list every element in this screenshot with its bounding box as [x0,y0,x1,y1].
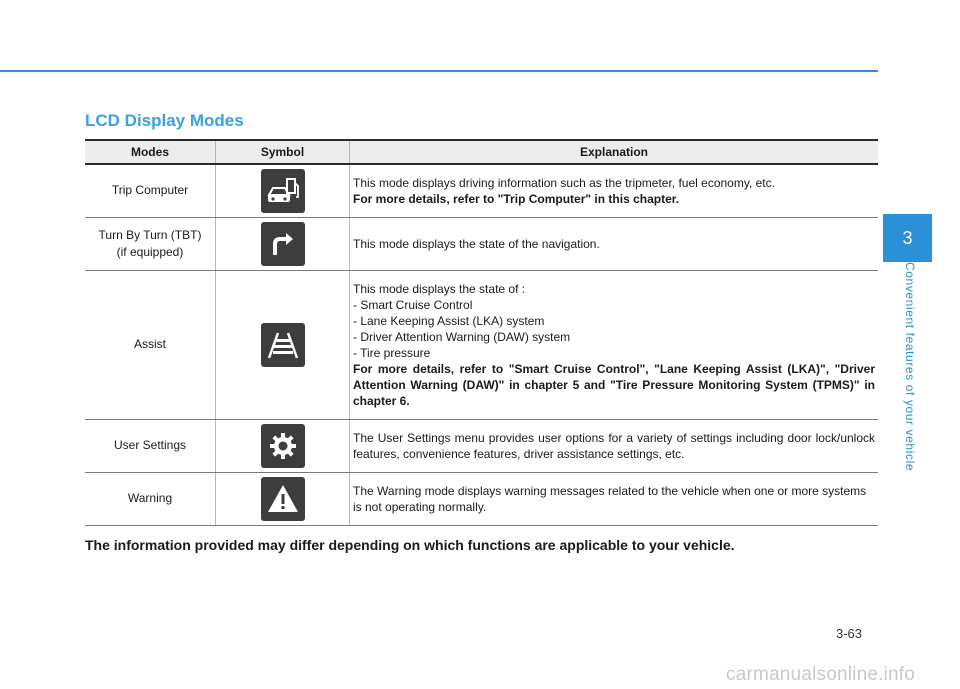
footer-note: The information provided may differ depending on which functions are applicable to your vehicle. [85,537,735,553]
table-header-row [85,140,878,164]
explanation-item: - Smart Cruise Control [353,297,473,312]
symbol-cell [216,472,350,525]
explanation-text: This mode displays the state of : [353,281,526,296]
mode-cell [85,419,216,472]
mode-cell [85,217,216,270]
warning-triangle-icon [261,477,305,521]
section-title: LCD Display Modes [85,111,244,130]
mode-user-settings: User Settings [113,438,187,452]
trip-computer-icon [261,169,305,213]
explanation-item: - Lane Keeping Assist (LKA) system [353,313,545,328]
explanation-text: The Warning mode displays warning messages related to the vehicle when one or more systems is not operating normally. [353,483,867,514]
lane-assist-icon [261,323,305,367]
explanation-cell [350,217,879,270]
table-row [85,419,878,472]
explanation-cell [350,270,879,419]
mode-warning: Warning [127,491,173,505]
explanation-cell [350,472,879,525]
explanation-item: - Driver Attention Warning (DAW) system [353,329,571,344]
symbol-cell [216,270,350,419]
explanation-text: The User Settings menu provides user options for a variety of settings including door lock/unlock features, convenience features, driver assistance settings, etc. [353,430,875,461]
explanation-reference: For more details, refer to "Trip Computer" in this chapter. [353,191,680,206]
mode-tbt-note: (if equipped) [116,244,184,259]
symbol-cell [216,217,350,270]
mode-cell [85,164,216,217]
explanation-text: This mode displays driving information such as the tripmeter, fuel economy, etc. [353,175,775,190]
mode-cell [85,472,216,525]
symbol-cell [216,164,350,217]
mode-tbt: Turn By Turn (TBT) [98,227,202,242]
chapter-tab: 3 [883,214,932,262]
explanation-item: - Tire pressure [353,345,431,360]
explanation-text: This mode displays the state of the navigation. [353,236,600,251]
table-row [85,164,878,217]
explanation-reference: For more details, refer to "Smart Cruise Control", "Lane Keeping Assist (LKA)", "Driver Attention Warning (DAW)" in chapter 5 and "Tire Pressure Monitoring System (TPMS)" in chapter 6. [353,361,875,408]
chapter-label: Convenient features of your vehicle [903,262,917,472]
header-symbol: Symbol [216,140,350,164]
watermark-link[interactable]: carmanualsonline.info [726,664,916,685]
header-explanation: Explanation [350,140,879,164]
lcd-modes-table [85,139,878,526]
explanation-cell [350,164,879,217]
page-number: 3-63 [836,626,863,641]
header-modes: Modes [85,140,216,164]
mode-trip-computer: Trip Computer [111,183,189,198]
mode-cell [85,270,216,419]
top-rule [0,70,878,72]
turn-arrow-icon [261,222,305,266]
table-row [85,472,878,525]
mode-assist: Assist [133,337,166,351]
table-row [85,270,878,419]
symbol-cell [216,419,350,472]
explanation-cell [350,419,879,472]
table-row [85,217,878,270]
gear-icon [261,424,305,468]
